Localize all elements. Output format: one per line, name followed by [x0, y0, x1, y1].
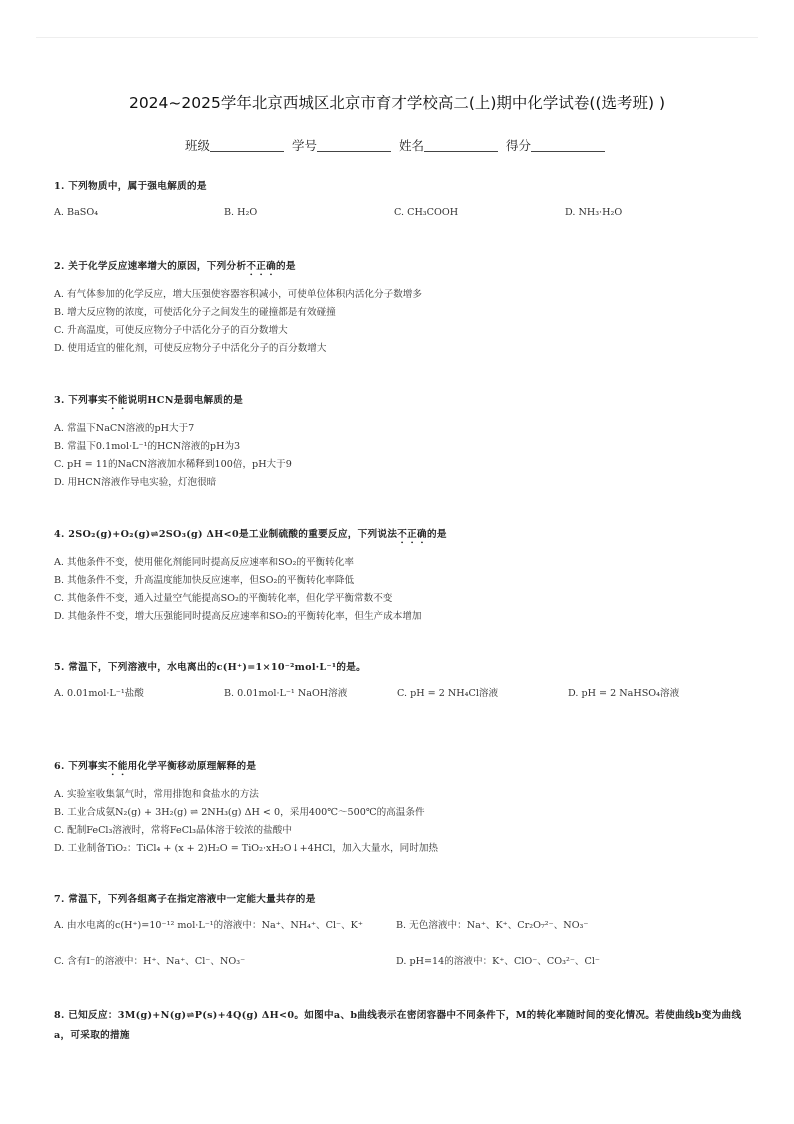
option-b: B. 其他条件不变，升高温度能加快反应速率，但SO₂的平衡转化率降低 — [54, 575, 355, 586]
option-a: A. 有气体参加的化学反应，增大压强使容器容积减小，可使单位体积内活化分子数增多 — [54, 289, 422, 300]
option-d: D. 其他条件不变，增大压强能同时提高反应速率和SO₂的平衡转化率，但生产成本增加 — [54, 611, 422, 622]
option-a: A. 0.01mol·L⁻¹盐酸 — [54, 688, 144, 699]
option-d: D. pH=14的溶液中：K⁺、ClO⁻、CO₃²⁻、Cl⁻ — [396, 956, 600, 967]
options-row-2 — [54, 953, 744, 971]
question-1 — [54, 178, 744, 222]
option-b: B. 常温下0.1mol·L⁻¹的HCN溶液的pH为3 — [54, 441, 241, 452]
question-7 — [54, 891, 744, 971]
option-c: C. 配制FeCl₃溶液时，常将FeCl₃晶体溶于较浓的盐酸中 — [54, 825, 292, 836]
option-d: D. 工业制备TiO₂：TiCl₄ + (x + 2)H₂O = TiO₂·xH₂O↓+4HCl，加入大量水，同时加热 — [54, 843, 439, 854]
top-divider — [36, 37, 758, 38]
question-3 — [54, 392, 744, 492]
option-c: C. 其他条件不变，通入过量空气能提高SO₂的平衡转化率，但化学平衡常数不变 — [54, 593, 393, 604]
option-c: C. pH = 11的NaCN溶液加水稀释到100倍，pH大于9 — [54, 459, 292, 470]
option-b: B. 增大反应物的浓度，可使活化分子之间发生的碰撞都是有效碰撞 — [54, 307, 336, 318]
question-6 — [54, 758, 744, 858]
option-b: B. 工业合成氨N₂(g) + 3H₂(g) ⇌ 2NH₃(g) ΔH < 0，采用400℃～500℃的高温条件 — [54, 807, 425, 818]
question-title: 4. 2SO₂(g)+O₂(g)⇌2SO₃(g) ΔH<0是工业制硫酸的重要反应，下列说法不正确的是 — [54, 529, 447, 540]
option-a: A. 其他条件不变，使用催化剂能同时提高反应速率和SO₂的平衡转化率 — [54, 557, 354, 568]
class-field: 班级 — [185, 136, 288, 154]
name-field: 姓名 — [399, 136, 502, 154]
options-row — [54, 685, 744, 721]
option-c: C. pH = 2 NH₄Cl溶液 — [397, 688, 499, 699]
option-a: A. BaSO₄ — [54, 207, 99, 218]
option-a: A. 由水电离的c(H⁺)=10⁻¹² mol·L⁻¹的溶液中：Na⁺、NH₄⁺、Cl⁻、K⁺ — [54, 920, 363, 931]
exam-title: 2024~2025学年北京西城区北京市育才学校高二(上)期中化学试卷((选考班) ) — [128, 94, 666, 112]
question-2 — [54, 258, 744, 358]
question-title: 2. 关于化学反应速率增大的原因，下列分析不正确的是 — [54, 261, 296, 272]
emphasis-text: 不正确 — [246, 261, 277, 272]
question-5 — [54, 659, 744, 721]
options-row-1 — [54, 917, 744, 953]
student-number-field: 学号 — [292, 136, 395, 154]
options-row — [54, 204, 744, 222]
question-title: 5. 常温下，下列溶液中，水电离出的c(H⁺)=1×10⁻²mol·L⁻¹的是。 — [54, 662, 367, 673]
score-field: 得分 — [506, 136, 609, 154]
emphasis-text: 不正确 — [397, 529, 427, 540]
option-a: A. 实验室收集氯气时，常用排饱和食盐水的方法 — [54, 789, 259, 800]
option-d: D. NH₃·H₂O — [565, 207, 623, 218]
question-title: 8. 已知反应：3M(g)+N(g)⇌P(s)+4Q(g) ΔH<0。如图中a、b曲线表示在密闭容器中不同条件下，M的转化率随时间的变化情况。若使曲线b变为曲线a，可采取的措施 — [54, 1010, 742, 1041]
student-info-row — [0, 136, 794, 154]
option-b: B. 无色溶液中：Na⁺、K⁺、Cr₂O₇²⁻、NO₃⁻ — [396, 920, 589, 931]
class-blank[interactable] — [210, 139, 284, 152]
option-d: D. 使用适宜的催化剂，可使反应物分子中活化分子的百分数增大 — [54, 343, 327, 354]
score-blank[interactable] — [531, 139, 605, 152]
name-blank[interactable] — [424, 139, 498, 152]
student-number-blank[interactable] — [317, 139, 391, 152]
emphasis-text: 不能 — [107, 761, 128, 772]
option-c: C. 含有I⁻的溶液中：H⁺、Na⁺、Cl⁻、NO₃⁻ — [54, 956, 246, 967]
option-c: C. 升高温度，可使反应物分子中活化分子的百分数增大 — [54, 325, 288, 336]
option-c: C. CH₃COOH — [394, 207, 459, 218]
option-a: A. 常温下NaCN溶液的pH大于7 — [54, 423, 195, 434]
option-d: D. pH = 2 NaHSO₄溶液 — [568, 688, 680, 699]
option-b: B. 0.01mol·L⁻¹ NaOH溶液 — [224, 688, 348, 699]
question-title: 6. 下列事实不能用化学平衡移动原理解释的是 — [54, 761, 257, 772]
question-title: 3. 下列事实不能说明HCN是弱电解质的是 — [54, 395, 244, 406]
question-4 — [54, 526, 744, 626]
option-d: D. 用HCN溶液作导电实验，灯泡很暗 — [54, 477, 217, 488]
option-b: B. H₂O — [224, 207, 258, 218]
emphasis-text: 不能 — [107, 395, 128, 406]
question-8 — [54, 1006, 744, 1054]
question-title: 1. 下列物质中，属于强电解质的是 — [54, 181, 207, 192]
question-title: 7. 常温下，下列各组离子在指定溶液中一定能大量共存的是 — [54, 894, 316, 905]
